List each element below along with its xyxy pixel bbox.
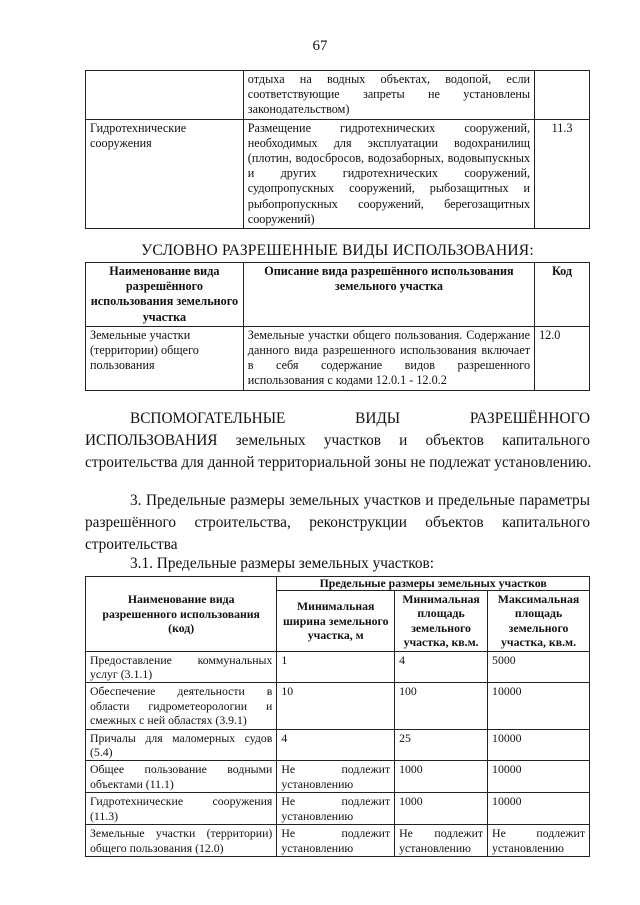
use-description-cell: Земельные участки общего пользования. Содержание данного вида разрешенного использования включает в себя содержание видов разрешенного использования с кодами 12.0.1 - 12.0.2 xyxy=(243,326,534,390)
column-header: Описание вида разрешённого использования земельного участка xyxy=(243,263,534,327)
min-width-cell: Не подлежит установлению xyxy=(277,761,395,793)
paragraph-line: строительства для данной территориальной зоны не подлежат установлению. xyxy=(85,454,592,471)
use-name-cell xyxy=(86,71,244,120)
column-header-use-type: Наименование вида разрешенного использования (код) xyxy=(86,577,277,652)
paragraph-line: разрешённого строительства, реконструкции объектов капитального xyxy=(85,514,590,531)
conditional-uses-table xyxy=(85,262,590,391)
table-row xyxy=(86,683,590,729)
column-header-min-width: Минимальная ширина земельного участка, м xyxy=(277,591,395,652)
use-type-cell: Гидротехнические сооружения (11.3) xyxy=(86,793,277,825)
min-area-cell: 1000 xyxy=(395,761,488,793)
use-name-cell: Гидротехнические сооружения xyxy=(86,119,244,228)
paragraph-line: ИСПОЛЬЗОВАНИЯ земельных участков и объектов капитального xyxy=(85,432,590,449)
min-area-cell: 1000 xyxy=(395,793,488,825)
use-code-cell: 12.0 xyxy=(535,326,590,390)
min-width-cell: 10 xyxy=(277,683,395,729)
table-row xyxy=(86,729,590,761)
column-header: Наименование вида разрешённого использования земельного участка xyxy=(86,263,244,327)
table-row xyxy=(86,119,590,228)
plot-size-limits-table xyxy=(85,576,590,857)
min-width-cell: 4 xyxy=(277,729,395,761)
use-description-cell: отдыха на водных объектах, водопой, если соответствующие запреты не установлены законодательством) xyxy=(243,71,534,120)
paragraph-line: 3. Предельные размеры земельных участков и предельные параметры xyxy=(130,492,590,509)
min-area-cell: 100 xyxy=(395,683,488,729)
column-group-header: Предельные размеры земельных участков xyxy=(277,577,590,591)
use-type-cell: Предоставление коммунальных услуг (3.1.1) xyxy=(86,651,277,683)
use-description-cell: Размещение гидротехнических сооружений, необходимых для эксплуатации водохранилищ (плотин, водосбросов, водозаборных, водовыпускных и других гидротехнических сооружений, судопропускных сооружений, рыбозащитных и рыбопропускных сооружений, берегозащитных сооружений) xyxy=(243,119,534,228)
subsection-title: 3.1. Предельные размеры земельных участков: xyxy=(130,555,435,572)
table-row xyxy=(86,71,590,120)
page-number: 67 xyxy=(312,38,328,54)
min-width-cell: 1 xyxy=(277,651,395,683)
column-header-max-area: Максимальная площадь земельного участка, кв.м. xyxy=(488,591,590,652)
use-code-cell xyxy=(535,71,590,120)
column-header-min-area: Минимальная площадь земельного участка, кв.м. xyxy=(395,591,488,652)
paragraph-line: ВСПОМОГАТЕЛЬНЫЕ ВИДЫ РАЗРЕШЁННОГО xyxy=(130,410,590,427)
table-header-row xyxy=(86,577,590,591)
column-header: Код xyxy=(535,263,590,327)
max-area-cell: 5000 xyxy=(488,651,590,683)
table-row xyxy=(86,326,590,390)
table-row xyxy=(86,651,590,683)
use-type-cell: Общее пользование водными объектами (11.1) xyxy=(86,761,277,793)
conditional-uses-heading: УСЛОВНО РАЗРЕШЕННЫЕ ВИДЫ ИСПОЛЬЗОВАНИЯ: xyxy=(141,242,534,259)
max-area-cell: 10000 xyxy=(488,761,590,793)
use-type-cell: Земельные участки (территории) общего пользования (12.0) xyxy=(86,825,277,857)
use-type-cell: Причалы для маломерных судов (5.4) xyxy=(86,729,277,761)
section-3-paragraph xyxy=(85,490,590,556)
table-header-row xyxy=(86,263,590,327)
use-type-cell: Обеспечение деятельности в области гидрометеорологии и смежных с ней областях (3.9.1) xyxy=(86,683,277,729)
min-width-cell: Не подлежит установлению xyxy=(277,825,395,857)
use-name-cell: Земельные участки (территории) общего пользования xyxy=(86,326,244,390)
table-row xyxy=(86,793,590,825)
max-area-cell: 10000 xyxy=(488,729,590,761)
min-area-cell: 4 xyxy=(395,651,488,683)
max-area-cell: Не подлежит установлению xyxy=(488,825,590,857)
auxiliary-uses-paragraph xyxy=(85,408,590,474)
use-code-cell: 11.3 xyxy=(535,119,590,228)
max-area-cell: 10000 xyxy=(488,683,590,729)
permitted-uses-table-continuation xyxy=(85,70,590,229)
min-area-cell: Не подлежит установлению xyxy=(395,825,488,857)
min-area-cell: 25 xyxy=(395,729,488,761)
table-row xyxy=(86,825,590,857)
max-area-cell: 10000 xyxy=(488,793,590,825)
paragraph-line: строительства xyxy=(85,536,178,553)
min-width-cell: Не подлежит установлению xyxy=(277,793,395,825)
table-row xyxy=(86,761,590,793)
